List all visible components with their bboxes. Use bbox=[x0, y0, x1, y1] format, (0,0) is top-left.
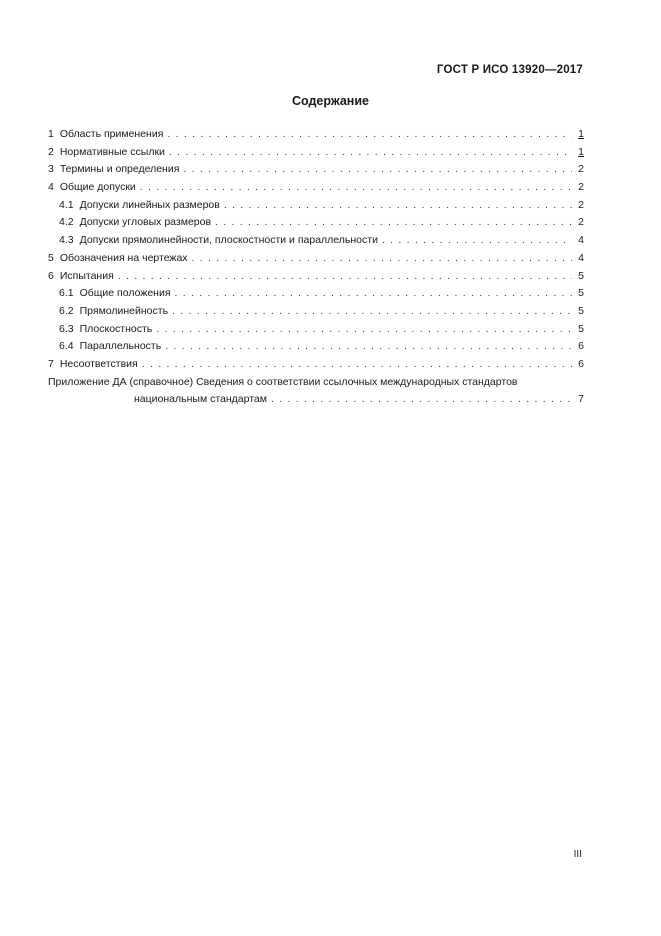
toc-entry[interactable] bbox=[48, 268, 584, 286]
table-of-contents bbox=[48, 126, 584, 409]
toc-leader-dots bbox=[175, 285, 572, 303]
toc-entry-number: 4 bbox=[48, 181, 54, 194]
toc-entry-page: 2 bbox=[578, 216, 584, 229]
toc-entry-label: Плоскостность bbox=[79, 322, 153, 335]
toc-entry[interactable] bbox=[48, 356, 584, 374]
toc-leader-dots bbox=[183, 161, 572, 179]
toc-entry-number: 4.3 bbox=[59, 234, 74, 247]
toc-entry-number: 7 bbox=[48, 357, 54, 370]
toc-entry-label: Общие положения bbox=[79, 287, 171, 300]
toc-annex-line2[interactable] bbox=[48, 391, 584, 409]
toc-entry-number: 6 bbox=[48, 269, 54, 282]
toc-entry-number: 3 bbox=[48, 163, 54, 176]
toc-entry-page: 6 bbox=[578, 357, 584, 370]
toc-entry-page: 5 bbox=[578, 304, 584, 317]
standard-code: ГОСТ Р ИСО 13920—2017 bbox=[436, 64, 583, 76]
toc-entry-label: Термины и определения bbox=[59, 163, 180, 176]
toc-entry-number: 1 bbox=[48, 128, 54, 140]
toc-leader-dots bbox=[142, 356, 572, 374]
page-number: III bbox=[573, 849, 582, 860]
toc-entry-page: 6 bbox=[578, 340, 584, 353]
toc-leader-dots bbox=[192, 250, 572, 268]
toc-leader-dots bbox=[156, 321, 572, 339]
toc-entry[interactable] bbox=[48, 250, 584, 268]
toc-leader-dots bbox=[172, 303, 572, 321]
toc-leader-dots bbox=[140, 179, 572, 197]
toc-entry[interactable] bbox=[48, 214, 584, 232]
toc-leader-dots bbox=[224, 197, 572, 215]
toc-entry[interactable] bbox=[48, 144, 584, 162]
page-title: Содержание bbox=[291, 94, 369, 108]
toc-entry-page: 5 bbox=[578, 269, 584, 282]
toc-entry[interactable] bbox=[48, 338, 584, 356]
toc-entry-label: Несоответствия bbox=[59, 357, 138, 370]
toc-entry-label: Обозначения на чертежах bbox=[59, 251, 188, 264]
toc-leader-dots bbox=[271, 391, 572, 409]
toc-entry-page[interactable]: 1 bbox=[578, 128, 584, 140]
toc-annex-page: 7 bbox=[578, 393, 584, 406]
toc-entry-page: 2 bbox=[578, 181, 584, 194]
toc-entry-label: Допуски угловых размеров bbox=[79, 216, 212, 229]
toc-entry-number: 6.4 bbox=[59, 340, 74, 353]
toc-leader-dots bbox=[165, 338, 572, 356]
toc-entry-number: 6.2 bbox=[59, 304, 74, 317]
toc-leader-dots bbox=[167, 126, 572, 144]
toc-entry-number: 6.3 bbox=[59, 322, 74, 335]
toc-entry[interactable] bbox=[48, 232, 584, 250]
toc-entry-page: 2 bbox=[578, 163, 584, 176]
toc-entry-page: 4 bbox=[578, 251, 584, 264]
toc-entry[interactable] bbox=[48, 285, 584, 303]
toc-leader-dots bbox=[382, 232, 572, 250]
toc-annex-label: национальным стандартам bbox=[134, 393, 267, 406]
toc-entry-label: Допуски линейных размеров bbox=[79, 198, 220, 211]
toc-entry-label: Испытания bbox=[59, 269, 114, 282]
toc-entry-label: Область применения bbox=[59, 128, 164, 140]
toc-entry-number: 2 bbox=[48, 145, 54, 158]
toc-entry-page: 2 bbox=[578, 198, 584, 211]
toc-entry[interactable] bbox=[48, 321, 584, 339]
toc-leader-dots bbox=[169, 144, 572, 162]
toc-leader-dots bbox=[118, 268, 572, 286]
toc-leader-dots bbox=[215, 214, 572, 232]
toc-entry-page: 5 bbox=[578, 287, 584, 300]
toc-entry-number: 6.1 bbox=[59, 287, 74, 300]
toc-entry-number: 4.2 bbox=[59, 216, 74, 229]
toc-annex-line1[interactable]: Приложение ДА (справочное) Сведения о соответствии ссылочных международных стандартов bbox=[48, 375, 518, 388]
toc-entry-label: Прямолинейность bbox=[79, 304, 169, 317]
toc-entry-label: Допуски прямолинейности, плоскостности и параллельности bbox=[79, 234, 378, 247]
toc-entry[interactable] bbox=[48, 179, 584, 197]
toc-entry-label: Нормативные ссылки bbox=[59, 145, 165, 158]
toc-entry[interactable] bbox=[48, 161, 584, 179]
toc-entry-label: Параллельность bbox=[79, 340, 162, 353]
toc-entry-number: 5 bbox=[48, 251, 54, 264]
toc-entry-page: 4 bbox=[578, 234, 584, 247]
toc-entry[interactable] bbox=[48, 197, 584, 215]
toc-entry-label: Общие допуски bbox=[59, 181, 136, 194]
toc-entry-page[interactable]: 1 bbox=[578, 145, 584, 158]
toc-entry-page: 5 bbox=[578, 322, 584, 335]
toc-entry[interactable] bbox=[48, 303, 584, 321]
toc-entry[interactable] bbox=[48, 126, 584, 144]
toc-entry-number: 4.1 bbox=[59, 198, 74, 211]
